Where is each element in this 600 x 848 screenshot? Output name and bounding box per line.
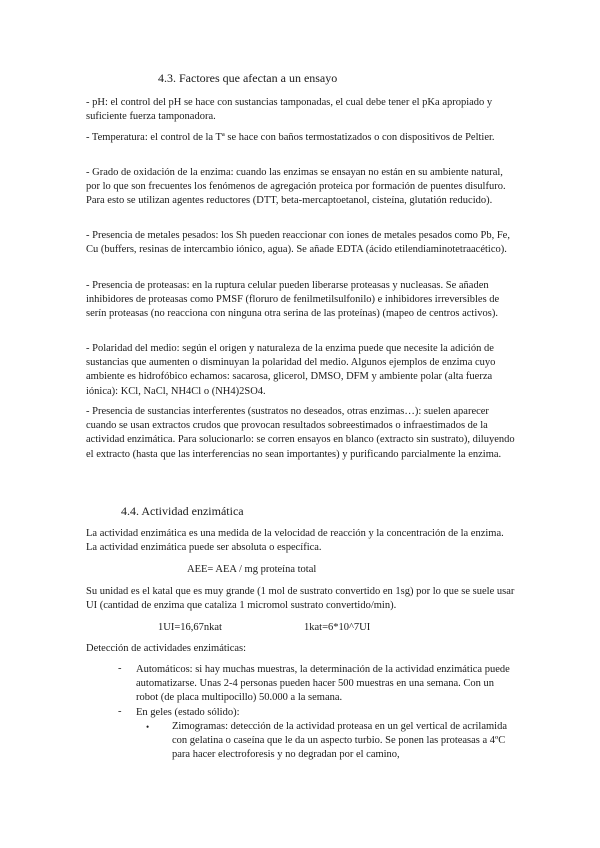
list-item-automatic: Automáticos: si hay muchas muestras, la determinación de la actividad enzimática puede automatizarse. Unas 2-4 personas pueden hacer 500 muestras en una semana. Con un robot (de placa multipocillo) 50.000 a la semana. bbox=[136, 664, 510, 704]
list-subitem-zymograms: Zimogramas: detección de la actividad proteasa en un gel vertical de acrilamida con gelatina o caseína que le da un aspecto turbio. Se ponen las proteasas a 4ºC para hacer electroforesis y no degradan por el camino, bbox=[172, 721, 507, 761]
section-4-4-title: 4.4. Actividad enzimática bbox=[121, 504, 244, 518]
list-dash-marker: - bbox=[118, 706, 122, 717]
detection-heading: Detección de actividades enzimáticas: bbox=[86, 643, 247, 654]
bullet-marker: • bbox=[146, 722, 150, 732]
paragraph-katal-unit: Su unidad es el katal que es muy grande (1 mol de sustrato convertido en 1sg) por lo que se suele usar UI (cantidad de enzima que cataliza 1 micromol sustrato convertido/min). bbox=[86, 586, 515, 612]
paragraph-heavy-metals: - Presencia de metales pesados: los Sh pueden reaccionar con iones de metales pesados como Pb, Fe, Cu (buffers, resinas de intercambio iónico, agua). Se añade EDTA (ácido etilendiaminotetraacético). bbox=[86, 230, 510, 256]
formula-specific-activity: AEE= AEA / mg proteína total bbox=[187, 564, 317, 575]
paragraph-temperature: - Temperatura: el control de la Tª se hace con baños termostatizados o con dispositivos de Peltier. bbox=[86, 132, 495, 143]
conversion-kat-to-ui: 1kat=6*10^7UI bbox=[304, 622, 371, 633]
paragraph-polarity: - Polaridad del medio: según el origen y naturaleza de la enzima puede que necesite la adición de sustancias que aumenten o disminuyan la polaridad del medio. Algunos ejemplos de enzima cuyo ambiente es hidrofóbico echamos: sacarosa, glicerol, DMSO, DFM y ambiente polar (alta fuerza iónica): KCl, NaCl, NH4Cl o (NH4)2SO4. bbox=[86, 343, 496, 397]
paragraph-ph: - pH: el control del pH se hace con sustancias tamponadas, el cual debe tener el pKa apropiado y suficiente fuerza tamponadora. bbox=[86, 97, 493, 123]
paragraph-oxidation: - Grado de oxidación de la enzima: cuando las enzimas se ensayan no están en su ambiente natural, por lo que son frecuentes los fenómenos de agregación proteica por formación de puentes disulfuro. Para esto se utilizan agentes reductores (DTT, beta-mercaptoetanol, cisteína, glutatión reducido). bbox=[86, 167, 506, 207]
list-item-gels: En geles (estado sólido): bbox=[136, 707, 240, 718]
list-dash-marker: - bbox=[118, 663, 122, 674]
paragraph-activity-intro: La actividad enzimática es una medida de la velocidad de reacción y la concentración de la enzima. La actividad enzimática puede ser absoluta o específica. bbox=[86, 528, 504, 554]
paragraph-interferents: - Presencia de sustancias interferentes (sustratos no deseados, otras enzimas…): suelen aparecer cuando se usan extractos crudos que provocan resultados sobreestimados o infraestimados de la actividad enzimática. Para solucionarlo: se corren ensayos en blanco (extracto sin sustrato), diluyendo el extracto (hasta que las interferencias no sean importantes) y purificando parcialmente la enzima. bbox=[86, 406, 515, 460]
paragraph-proteases: - Presencia de proteasas: en la ruptura celular pueden liberarse proteasas y nucleasas. Se añaden inhibidores de proteasas como PMSF (floruro de fenilmetilsulfonilo) e inhibidores irreversibles de serín proteasas (no reacciona con ninguna otra serina de las proteínas) (mapeo de centros activos). bbox=[86, 280, 500, 320]
section-4-3-title: 4.3. Factores que afectan a un ensayo bbox=[158, 71, 338, 85]
conversion-ui-to-nkat: 1UI=16,67nkat bbox=[158, 622, 222, 633]
